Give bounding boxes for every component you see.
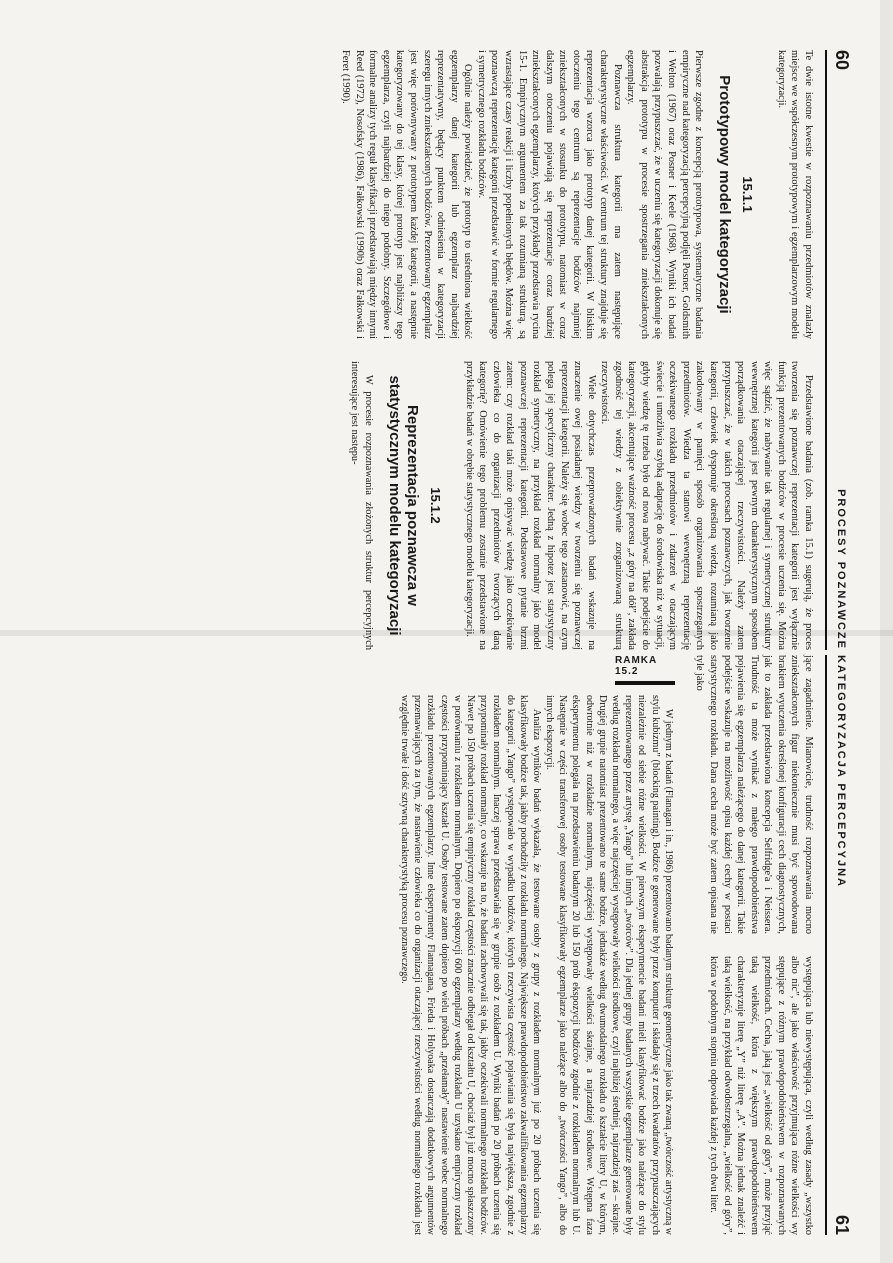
paragraph: W procesie rozpoznawania złożonych struktur percepcyjnych interesujące jest następu- [349,361,374,650]
paragraph: Ogólnie należy powiedzieć, że prototyp to uśredniona wielkość egzemplarzy danej kategorii lub egzemplarz najbardziej reprezentatywny, będący punktem odniesienia w kategoryzacji szeregu innych zniekształconych bodźców. Prezentowany egzemplarz jest więc porównywany z prototypem każdej kategorii, a następnie kategoryzowany do tej klasy, której prototyp jest najbliższy tego egzemplarza, czyli najbardziej do niego podobny. Szczegółowe i formalne analizy tych reguł klasyfikacji przedstawiają między innymi Reed (1972), Nosofsky (1986), Fałkowski (1990b) oraz Fałkowski i Feret (1990). [340,50,474,339]
right-page [32,655,852,1235]
paragraph: Poznawcza struktura kategorii ma zatem następujące charakterystyczne właściwości. W centrum tej struktury znajduje się reprezentacja wzorca jako prototyp danej kategorii. W bliskim otoczeniu tego centrum są reprezentacje bodźców najmniej zniekształconych w stosunku do prototypu, natomiast w coraz dalszym otoczeniu pojawiają się reprezentacje coraz bardziej zniekształconych egzemplarzy, których przykłady przedstawia rycina 15-1. Empirycznym argumentem za tak rozumianą strukturą, są wzrastające czasy reakcji i liczby popełnionych błędów. Można więc poznawczą reprezentację kategorii przedstawić w formie regularnego i symetrycznego rozkładu bodźców. [475,50,623,339]
paragraph: jące zagadnienie. Mianowicie, trudność rozpoznawania mocno zniekształconych figur niekoniecznie musi być spowodowana brakiem wyuczenia określonej konfiguracji cech diagnostycznych, jak to zakłada przedstawiona koncepcja Selfridge'a i Neissera. Trudność ta może wynikać z małego prawdopodobieństwa pojawienia się egzemplarza należącego do danej kategorii. Takie podejście wskazuje na możliwość opisu każdej cechy w postaci statystycznego rozkładu. Dana cecha może być zatem opisana nie tyle jako [694,655,814,934]
paragraph: Te dwie istotne kwestie w rozpoznawaniu przedmiotów znalazły miejsce we współczesnym prototypowym i egzemplarzowym modelu kategoryzacji. [775,50,814,339]
right-running-head: KATEGORYZACJA PERCEPCYJNA [835,655,848,888]
paragraph: Wiele dotychczas przeprowadzonych badań wskazuje na znaczenie owej posiadanej wiedzy w tworzeniu się poznawczej reprezentacji kategorii. Należy się wobec tego zastanowić, na czym polega jej specyficzny charakter. Jedną z hipotez jest statystyczny rozkład symetryczny, na przykład rozkład normalny jako model poznawczej reprezentacji kategorii. Podstawowe pytanie brzmi zatem: czy rozkład taki może opisywać wiedzę jako oczekiwanie człowieka co do organizacji przedmiotów tworzących daną kategorię? Omówienie tego problemu zostanie przedstawione na przykładzie badań w obrębie statystycznego modelu kategoryzacji. [463,361,597,650]
section-title: Prototypowy model kategoryzacji [716,75,734,314]
left-running-header [825,50,852,650]
paragraph: W jednym z badań (Flanagan i in., 1986) prezentowano badanym strukturę geometryczne jako tak zwaną „twórczość artystyczną w stylu kubizmu” (blocking painting). Bodźce te generowane były przez komputer i składały się z trzech kwadratów przypuszczających niezależnie od siebie różne wielkości. W pierwszym eksperymencie badani mieli klasyfikować bodźce jako należące do stylu reprezentowanego przez artystę „Yango” lub innych „twórców”. Dla jednej grupy badanych wszystkie egzemplarze generowane były według rozkładu normalnego, a więc najczęściej występowały wielkości środkowe, czyli najbliżej średniej, najrzadziej zaś – skrajne. Drugiej grupie natomiast prezentowano te same bodźce, jednakże według dwumodalnego rozkładu o kształcie litery U, w którym, odwrotnie niż w rozkładzie normalnym, najczęściej występowały wielkości skrajne, a najrzadziej środkowe. Wstępna faza eksperymentu polegała na przedstawieniu badanym 20 lub 150 prób ekspozycji bodźców zgodnie z rozkładem normalnym lub U. Następnie w części transferowej osoby testowane klasyfikowały egzemplarze jako należące albo do „twórczości Yango”, albo do innych ekspozycji. [544,695,674,1236]
right-column-1 [693,655,815,934]
left-running-head: PROCESY POZNAWCZE [835,489,848,650]
paragraph: Analiza wyników badań wykazała, że testowane osoby z grupy z rozkładem normalnym już po 20 próbach uczenia się klasyfikowały bodźce tak, jakby pochodziły z rozkładu normalnego. Największe prawdopodobieństwo zakwalifikowania egzemplarzy do kategorii „Yango” występowało w wypadku bodźców, których rzeczywista częstość pojawiania się była największa, zgodnie z rozkładem normalnym. Inaczej sprawa przedstawiała się w grupie osób z rozkładem U. Wyniki badań po 20 próbach uczenia się przypominały rozkład normalny, co wskazuje na to, że badani zachowywali się tak, jakby oczekiwali normalnego rozkładu bodźców. Nawet po 150 próbach uczenia się empiryczny rozkład częstości znacznie odbiegał od kształtu U, chociaż był już mocno spłaszczony w porównaniu z rozkładem normalnym. Dopiero po ekspozycji 600 egzemplarzy według rozkładu U uzyskano empiryczny rozkład częstości przypominający kształt U. Osoby testowane zatem dopiero po wielu próbach „przełamały” nastawienie wobec normalnego rozkładu prezentowanych egzemplarzy. Inne eksperymenty Flannagana, Frieda i Holyoaka dostarczają dodatkowych argumentów przemawiających za tym, że nastawienie człowieka co do organizacji otaczającej rzeczywistości według normalnego rozkładu jest względnie trwałe i dość sztywną charakterystyką procesu poznawczego. [399,695,542,1235]
left-page [32,50,852,650]
paragraph: występująca lub niewystępująca, czyli według zasady „wszystko albo nic”, ale jako właściwość przyjmująca różne wielkości wy stępujące z różnym prawdopodobieństwem w rozpoznawanych przedmiotach. Cecha, jaką jest „wielkość od góry”, może przyjąć taką wielkość, która z większym prawdopodobieństwem charakteryzuje literę „Y” niż literę „A”. Można jednak znaleźć i taką wielkość, na przykład odwodostrzegalna, „wielkość od góry”, która w podobnym stopniu odpowiada każdej z tych dwu liter. [707,956,814,1235]
right-running-header [825,655,852,1235]
right-columns [693,655,815,1235]
left-column-1 [339,50,816,339]
paragraph: Przedstawione badania (zob. ramka 15.1) sugerują, że proces tworzenia się poznawczej reprezentacji kategorii jest wyłącznie funkcją prezentowanych bodźców w procesie uczenia się. Można więc sądzić, że nabywanie tak regularnej i symetrycznej struktury wewnętrznej kategorii jest pewnym charakterystycznym sposobem porządkowania otaczającej rzeczywistości. Należy zatem przypuszczać, że w takich procesach poznawczych, jak tworzenie kategorii, człowiek dysponuje określoną wiedzą, rozumianą jako zakodowany w pamięci sposób organizowania spostrzeganych przedmiotów. Wiedza ta stanowi wewnętrzną reprezentację oczekiwanego rozkładu przedmiotów i zdarzeń w otaczającym świecie i umożliwia szybką adaptację do środowiska niż w sytuacji, gdyby wiedzę tę trzeba było od nowa nabywać. Takie podejście do kategoryzacji, akcentujące ważność procesu „z góry na dół”, zakłada zgodność tej wiedzy z obiektywnie zorganizowaną strukturą rzeczywistości. [599,361,814,650]
left-page-number: 60 [832,50,852,71]
right-column-2 [693,956,815,1235]
sidebar-box-15-2 [398,655,675,1235]
section-number: 15.1.2 [427,487,443,524]
left-column-2 [339,361,816,650]
section-number: 15.1.1 [740,176,756,213]
paragraph: Pierwsze zgodne z koncepcją prototypowa, systematyczne badania empiryczne nad kategoryzacją percepcyjną podjęli Posner, Goldsmith i Welton (1967) oraz Posner i Keele (1968). Wyniki ich badań pozwalają przypuszczać, że w uczeniu się kategoryzacji dokonuje się abstrakcja prototypu w procesie spostrzegania zniekształconych egzemplarzy. [625,50,705,339]
right-page-number: 61 [832,1214,852,1235]
section-title: Reprezentacja poznawcza w statystycznym modelu kategoryzacji [385,375,421,636]
box-label: RAMKA 15.2 [615,655,675,685]
left-columns [339,50,816,650]
box-body [398,695,675,1235]
